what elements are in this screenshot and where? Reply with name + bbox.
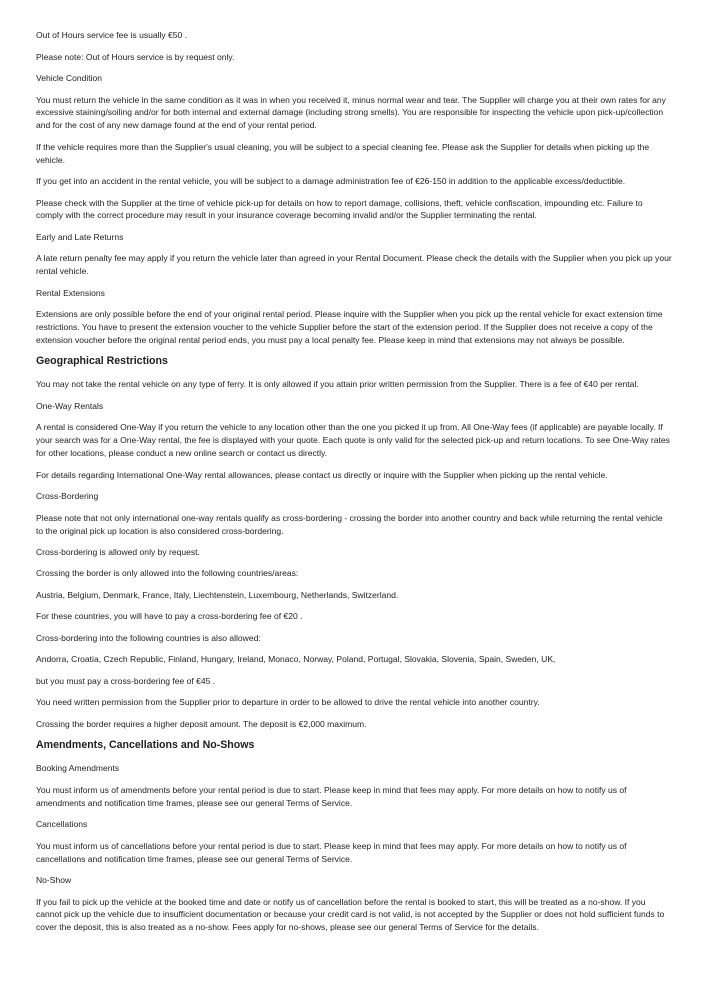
cross-bordering-fee-45-text: but you must pay a cross-bordering fee of €45 .	[36, 675, 216, 686]
written-permission-text: You need written permission from the Supplier prior to departure in order to be allowed to drive the rental vehicle into another country.	[36, 697, 540, 708]
also-allowed-countries-intro-text: Cross-bordering into the following countries is also allowed:	[36, 632, 261, 643]
no-show-text: If you fail to pick up the vehicle at the booked time and date or notify us of cancellation before the rental is booked to start, this will be treated as a no-show. If you cannot pick up the vehicle due to insufficient documentation or because your credit card is not valid, is not accepted by the Supplier or does not hold sufficient funds to cover the deposit, this is also treated as a no-show. Fees apply for no-shows, please see our general Terms of Service for the details.	[36, 896, 665, 933]
allowed-countries-intro-text: Crossing the border is only allowed into the following countries/areas:	[36, 568, 299, 579]
out-of-hours-note-text: Please note: Out of Hours service is by request only.	[36, 51, 235, 62]
damage-reporting-text: Please check with the Supplier at the time of vehicle pick-up for details on how to report damage, collisions, theft, vehicle confiscation, impounding etc. Failure to comply with the correct procedure may result in your insurance coverage becoming invalid and/or the Supplier terminating the rental.	[36, 197, 643, 221]
cleaning-fee-text: If the vehicle requires more than the Supplier's usual cleaning, you will be subject to a special cleaning fee. Please ask the Supplier for details when picking up the vehicle.	[36, 141, 650, 165]
rental-extensions-subheading: Rental Extensions	[36, 287, 105, 298]
cross-bordering-request-text: Cross-bordering is allowed only by request.	[36, 546, 200, 557]
cancellations-subheading: Cancellations	[36, 819, 88, 830]
cross-bordering-definition-text: Please note that not only international one-way rentals qualify as cross-bordering - crossing the border into another country and back while returning the rental vehicle to the original pick up location is also considered cross-bordering.	[36, 512, 663, 536]
ferry-restriction-text: You may not take the rental vehicle on any type of ferry. It is only allowed if you attain prior written permission from the Supplier. There is a fee of €40 per rental.	[36, 379, 639, 390]
deposit-text: Crossing the border requires a higher deposit amount. The deposit is €2,000 maximum.	[36, 718, 367, 729]
accident-fee-text: If you get into an accident in the rental vehicle, you will be subject to a damage administration fee of €26-150 in addition to the applicable excess/deductible.	[36, 176, 626, 187]
early-late-returns-subheading: Early and Late Returns	[36, 231, 124, 242]
allowed-countries-list: Austria, Belgium, Denmark, France, Italy, Liechtenstein, Luxembourg, Netherlands, Switzerland.	[36, 589, 399, 600]
document-page	[36, 29, 672, 943]
also-allowed-countries-list: Andorra, Croatia, Czech Republic, Finland, Hungary, Ireland, Monaco, Norway, Poland, Portugal, Slovakia, Slovenia, Spain, Sweden, UK,	[36, 654, 556, 665]
international-one-way-text: For details regarding International One-Way rental allowances, please contact us directly or inquire with the Supplier when picking up the rental vehicle.	[36, 469, 608, 480]
geographical-restrictions-heading: Geographical Restrictions	[36, 355, 168, 368]
rental-extensions-text: Extensions are only possible before the end of your original rental period. Please inquire with the Supplier when you pick up the rental vehicle for exact extension time restrictions. You have to present the extension voucher to the vehicle Supplier before the start of the extension period. If the Supplier does not receive a copy of the extension voucher before the original rental period ends, you must pay a local penalty fee. Please keep in mind that extensions may not always be possible.	[36, 309, 663, 345]
one-way-rentals-text: A rental is considered One-Way if you return the vehicle to any location other than the one you picked it up from. All One-Way fees (if applicable) are payable locally. If your search was for a One-Way rental, the fee is displayed with your quote. Each quote is only valid for the selected pick-up and return locations. To see One-Way rates for other locations, please conduct a new online search or contact us directly.	[36, 422, 670, 459]
out-of-hours-fee-text: Out of Hours service fee is usually €50 .	[36, 30, 188, 40]
booking-amendments-text: You must inform us of amendments before your rental period is due to start. Please keep in mind that fees may apply. For more details on how to notify us of amendments and notification time frames, please see our general Terms of Service.	[36, 784, 627, 808]
cross-bordering-subheading: Cross-Bordering	[36, 491, 99, 502]
late-return-text: A late return penalty fee may apply if you return the vehicle later than agreed in your Rental Document. Please check the details with the Supplier when you pick up your rental vehicle.	[36, 253, 672, 277]
vehicle-condition-text: You must return the vehicle in the same condition as it was in when you received it, minus normal wear and tear. The Supplier will charge you at their own rates for any excessive staining/soiling and/or for both internal and external damage (including strong smells). You are responsible for inspecting the vehicle upon pick-up/collection and for the cost of any new damage found at the end of your rental period.	[36, 94, 666, 131]
booking-amendments-subheading: Booking Amendments	[36, 763, 120, 774]
cross-bordering-fee-20-text: For these countries, you will have to pay a cross-bordering fee of €20 .	[36, 611, 303, 622]
amendments-cancellations-heading: Amendments, Cancellations and No-Shows	[36, 739, 255, 752]
no-show-subheading: No-Show	[36, 875, 72, 886]
vehicle-condition-subheading: Vehicle Condition	[36, 73, 103, 83]
cancellations-text: You must inform us of cancellations before your rental period is due to start. Please keep in mind that fees may apply. For more details on how to notify us of cancellations and notification time frames, please see our general Terms of Service.	[36, 840, 627, 864]
one-way-rentals-subheading: One-Way Rentals	[36, 400, 104, 411]
